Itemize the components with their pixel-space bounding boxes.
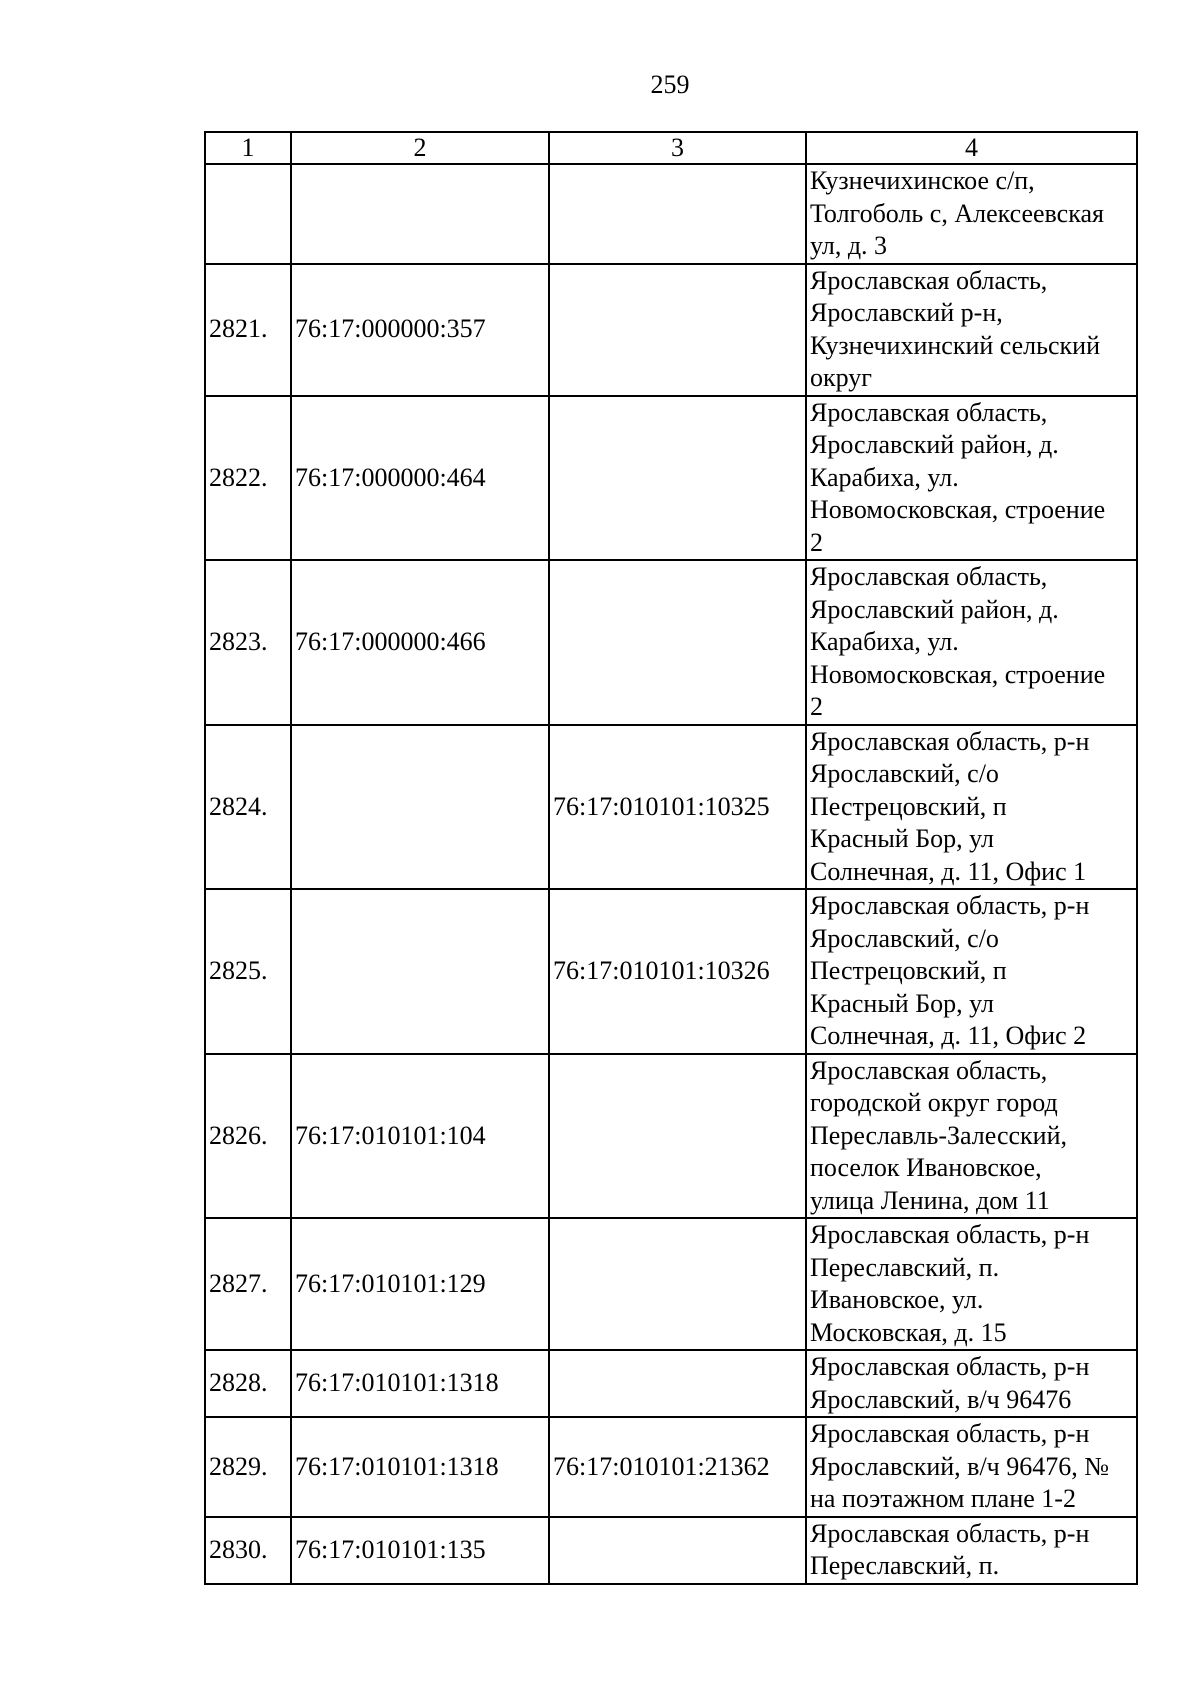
row-number: 2828. — [205, 1350, 291, 1417]
cadastral-number-2 — [549, 1517, 806, 1584]
row-number — [205, 164, 291, 264]
table-row — [205, 164, 1137, 264]
address: Кузнечихинское с/п, Толгоболь с, Алексеевская ул, д. 3 — [806, 164, 1137, 264]
table-row — [205, 396, 1137, 561]
cadastral-number-2 — [549, 1218, 806, 1350]
table-row — [205, 264, 1137, 396]
column-header-2: 2 — [291, 132, 549, 164]
table-row — [205, 1350, 1137, 1417]
cadastral-number: 76:17:010101:135 — [291, 1517, 549, 1584]
address: Ярославская область, Ярославский р-н, Кузнечихинский сельский округ — [806, 264, 1137, 396]
cadastral-number-2: 76:17:010101:21362 — [549, 1417, 806, 1517]
row-number: 2825. — [205, 889, 291, 1054]
table-row — [205, 1417, 1137, 1517]
address: Ярославская область, Ярославский район, д. Карабиха, ул. Новомосковская, строение 2 — [806, 560, 1137, 725]
address: Ярославская область, Ярославский район, д. Карабиха, ул. Новомосковская, строение 2 — [806, 396, 1137, 561]
cadastral-number: 76:17:010101:1318 — [291, 1350, 549, 1417]
cadastral-number: 76:17:010101:104 — [291, 1054, 549, 1219]
table-row — [205, 725, 1137, 890]
page-number: 259 — [650, 70, 690, 99]
row-number: 2827. — [205, 1218, 291, 1350]
row-number: 2822. — [205, 396, 291, 561]
address: Ярославская область, р-н Переславский, п. Ивановское, ул. Московская, д. 15 — [806, 1218, 1137, 1350]
table-header-row — [205, 132, 1137, 164]
column-header-1: 1 — [205, 132, 291, 164]
column-header-3: 3 — [549, 132, 806, 164]
cadastral-number — [291, 889, 549, 1054]
cadastral-number-2 — [549, 560, 806, 725]
cadastral-number — [291, 164, 549, 264]
cadastral-number-2 — [549, 164, 806, 264]
address: Ярославская область, городской округ город Переславль-Залесский, поселок Ивановское, улица Ленина, дом 11 — [806, 1054, 1137, 1219]
row-number: 2830. — [205, 1517, 291, 1584]
cadastral-number — [291, 725, 549, 890]
table-row — [205, 560, 1137, 725]
table-row — [205, 889, 1137, 1054]
table-row — [205, 1218, 1137, 1350]
address: Ярославская область, р-н Ярославский, с/о Пестрецовский, п Красный Бор, ул Солнечная, д. 11, Офис 1 — [806, 725, 1137, 890]
cadastral-number-2: 76:17:010101:10326 — [549, 889, 806, 1054]
column-header-4: 4 — [806, 132, 1137, 164]
cadastral-number-2 — [549, 264, 806, 396]
address: Ярославская область, р-н Ярославский, в/ч 96476 — [806, 1350, 1137, 1417]
address: Ярославская область, р-н Переславский, п. — [806, 1517, 1137, 1584]
cadastral-number-2 — [549, 1350, 806, 1417]
row-number: 2824. — [205, 725, 291, 890]
cadastral-number-2 — [549, 396, 806, 561]
address: Ярославская область, р-н Ярославский, в/ч 96476, № на поэтажном плане 1-2 — [806, 1417, 1137, 1517]
registry-table — [204, 131, 1138, 1585]
cadastral-number: 76:17:000000:464 — [291, 396, 549, 561]
row-number: 2826. — [205, 1054, 291, 1219]
cadastral-number: 76:17:010101:1318 — [291, 1417, 549, 1517]
table-row — [205, 1517, 1137, 1584]
cadastral-number: 76:17:000000:357 — [291, 264, 549, 396]
row-number: 2829. — [205, 1417, 291, 1517]
cadastral-number: 76:17:010101:129 — [291, 1218, 549, 1350]
row-number: 2823. — [205, 560, 291, 725]
table-row — [205, 1054, 1137, 1219]
row-number: 2821. — [205, 264, 291, 396]
address: Ярославская область, р-н Ярославский, с/о Пестрецовский, п Красный Бор, ул Солнечная, д. 11, Офис 2 — [806, 889, 1137, 1054]
cadastral-number-2 — [549, 1054, 806, 1219]
cadastral-number: 76:17:000000:466 — [291, 560, 549, 725]
cadastral-number-2: 76:17:010101:10325 — [549, 725, 806, 890]
